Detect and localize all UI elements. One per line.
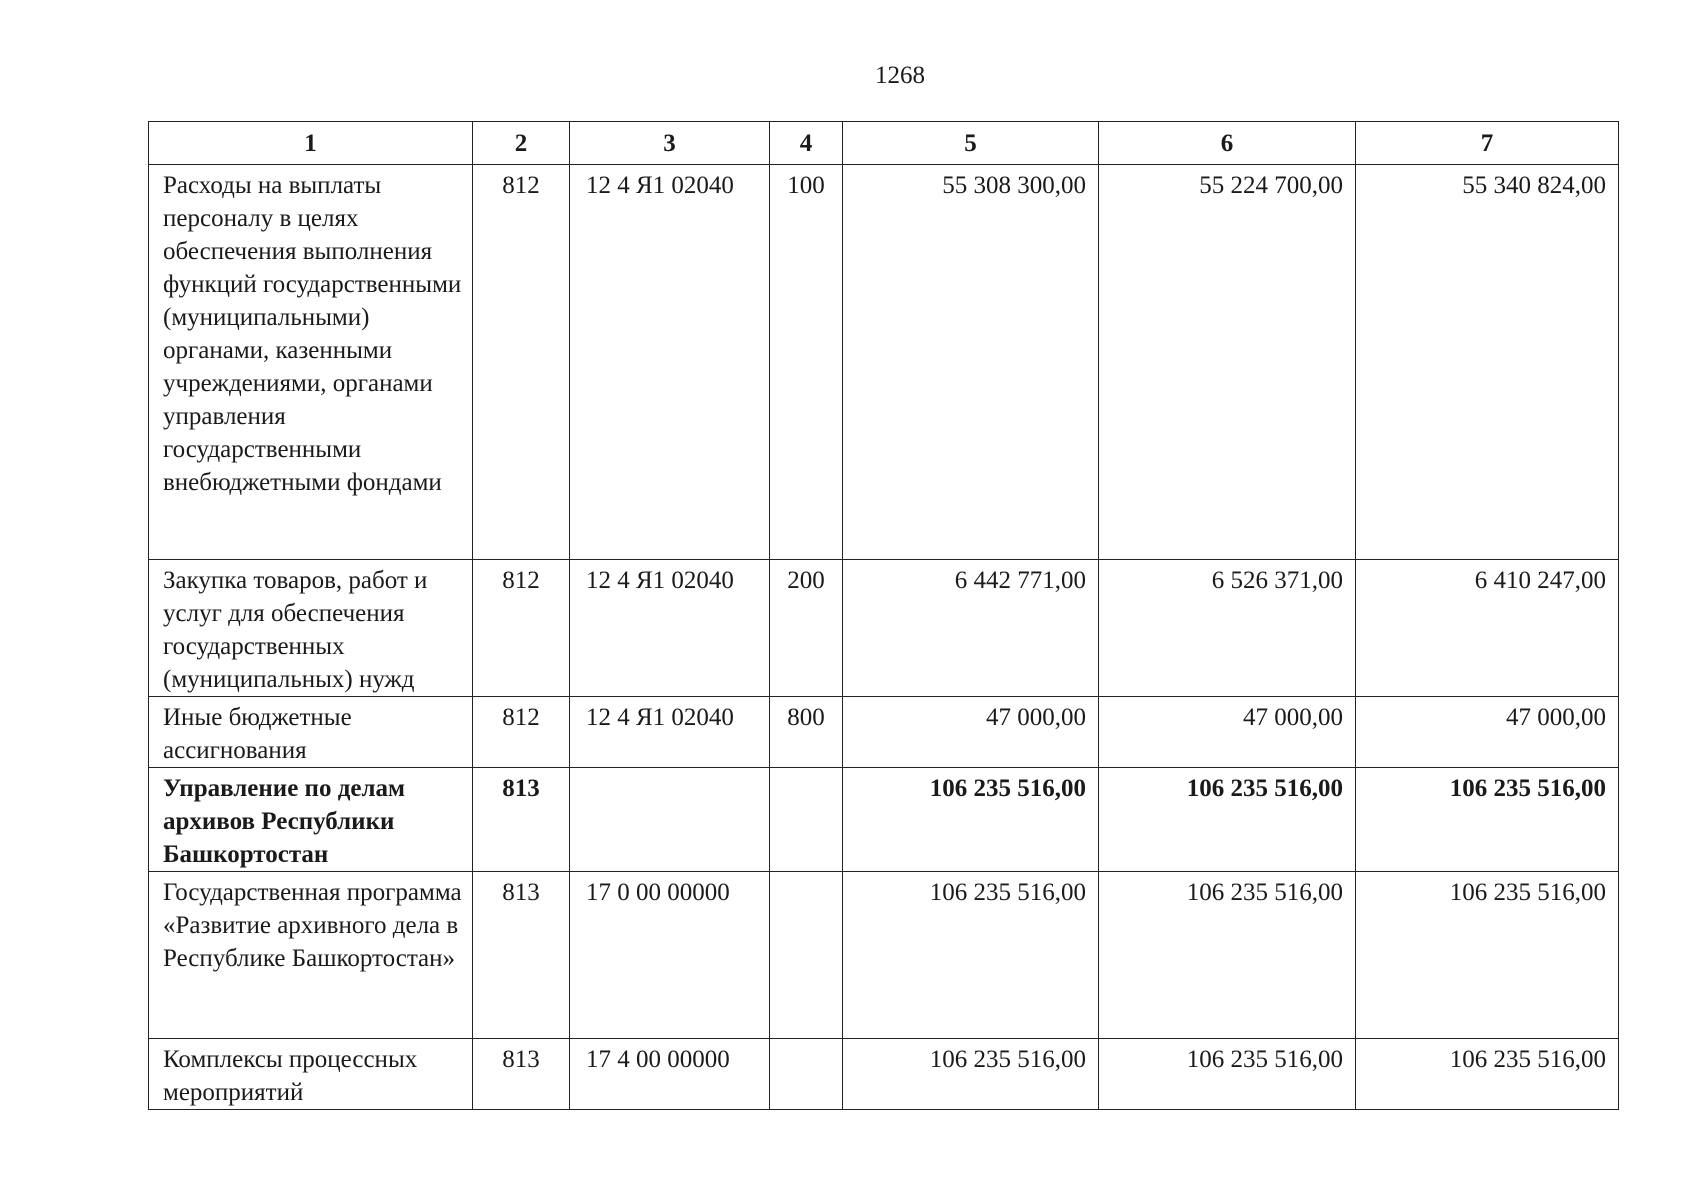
column-header-3: 3	[570, 122, 770, 165]
row-amount-5: 47 000,00	[843, 697, 1099, 768]
row-amount-6: 106 235 516,00	[1099, 872, 1356, 1039]
row-amount-7: 106 235 516,00	[1356, 1039, 1619, 1110]
row-expense-type: 200	[770, 560, 843, 697]
row-amount-6: 106 235 516,00	[1099, 768, 1356, 872]
row-amount-5: 106 235 516,00	[843, 768, 1099, 872]
row-name: Закупка товаров, работ и услуг для обеспечения государственных (муниципальных) нужд	[149, 560, 473, 697]
table-row	[149, 697, 1619, 768]
row-amount-7: 47 000,00	[1356, 697, 1619, 768]
row-ministry-code: 813	[473, 1039, 570, 1110]
row-ministry-code: 812	[473, 697, 570, 768]
row-target-code: 12 4 Я1 02040	[570, 697, 770, 768]
row-name: Управление по делам архивов Республики Башкортостан	[149, 768, 473, 872]
table-row	[149, 768, 1619, 872]
row-name: Иные бюджетные ассигнования	[149, 697, 473, 768]
row-ministry-code: 812	[473, 165, 570, 560]
header-row	[149, 122, 1619, 165]
row-expense-type	[770, 872, 843, 1039]
row-name: Комплексы процессных мероприятий	[149, 1039, 473, 1110]
row-expense-type	[770, 768, 843, 872]
row-amount-7: 6 410 247,00	[1356, 560, 1619, 697]
row-amount-5: 106 235 516,00	[843, 1039, 1099, 1110]
row-target-code: 12 4 Я1 02040	[570, 165, 770, 560]
table-row	[149, 872, 1619, 1039]
row-ministry-code: 813	[473, 768, 570, 872]
budget-table	[148, 121, 1619, 1110]
row-amount-6: 106 235 516,00	[1099, 1039, 1356, 1110]
row-expense-type: 100	[770, 165, 843, 560]
page-number: 1268	[875, 62, 925, 89]
row-expense-type: 800	[770, 697, 843, 768]
column-header-4: 4	[770, 122, 843, 165]
row-amount-7: 106 235 516,00	[1356, 768, 1619, 872]
row-amount-5: 6 442 771,00	[843, 560, 1099, 697]
row-amount-7: 55 340 824,00	[1356, 165, 1619, 560]
row-amount-5: 106 235 516,00	[843, 872, 1099, 1039]
row-ministry-code: 812	[473, 560, 570, 697]
column-header-6: 6	[1099, 122, 1356, 165]
row-target-code: 17 4 00 00000	[570, 1039, 770, 1110]
column-header-2: 2	[473, 122, 570, 165]
row-amount-6: 55 224 700,00	[1099, 165, 1356, 560]
row-amount-7: 106 235 516,00	[1356, 872, 1619, 1039]
table-row	[149, 560, 1619, 697]
row-expense-type	[770, 1039, 843, 1110]
column-header-1: 1	[149, 122, 473, 165]
row-target-code	[570, 768, 770, 872]
table-row	[149, 165, 1619, 560]
row-name: Расходы на выплаты персоналу в целях обеспечения выполнения функций государственными (муниципальными) органами, казенными учреждениями, органами управления государственными внебюджетными фондами	[149, 165, 473, 560]
row-name: Государственная программа «Развитие архивного дела в Республике Башкортостан»	[149, 872, 473, 1039]
row-amount-6: 47 000,00	[1099, 697, 1356, 768]
row-amount-5: 55 308 300,00	[843, 165, 1099, 560]
row-target-code: 17 0 00 00000	[570, 872, 770, 1039]
row-ministry-code: 813	[473, 872, 570, 1039]
column-header-7: 7	[1356, 122, 1619, 165]
row-amount-6: 6 526 371,00	[1099, 560, 1356, 697]
column-header-5: 5	[843, 122, 1099, 165]
row-target-code: 12 4 Я1 02040	[570, 560, 770, 697]
table-row	[149, 1039, 1619, 1110]
